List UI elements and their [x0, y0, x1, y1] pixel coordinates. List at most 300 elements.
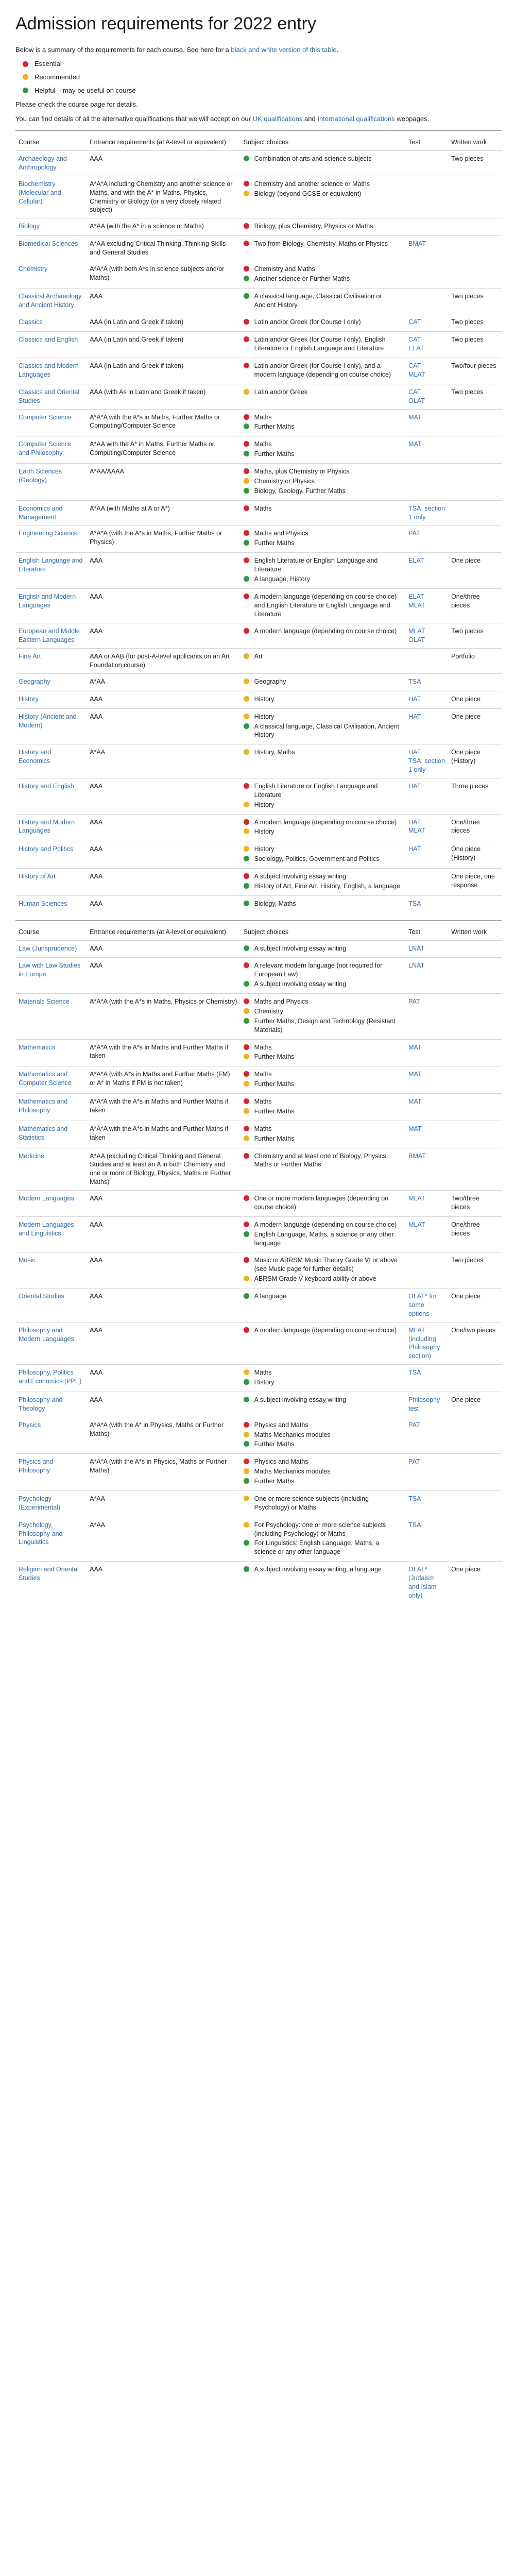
test-cell — [405, 869, 448, 896]
entrance-requirements-cell: AAA — [87, 1216, 240, 1252]
legend-item-helpful — [23, 86, 502, 95]
alt-text: and — [304, 114, 316, 123]
legend-label: Essential — [35, 60, 62, 68]
amber-dot-icon — [244, 478, 249, 484]
subject-text: English Literature or English Language and Literature — [254, 557, 378, 573]
subject-text: A modern language (depending on course choice) — [254, 818, 397, 826]
subject-text: Sociology, Politics, Government and Politics — [254, 855, 380, 863]
entrance-requirements-cell: AAA — [87, 841, 240, 869]
admissions-test-link[interactable]: Philosophy test — [408, 1396, 440, 1412]
written-work-cell — [448, 1490, 502, 1517]
written-work-cell — [448, 1517, 502, 1562]
subject-choice — [244, 422, 403, 431]
uk-qualifications-link[interactable]: UK qualifications — [252, 114, 303, 123]
course-link[interactable]: Physics and Philosophy — [19, 1458, 54, 1475]
subject-choices-cell — [241, 409, 406, 436]
course-link[interactable]: Fine Art — [19, 653, 41, 660]
written-work-cell — [448, 409, 502, 436]
course-link[interactable]: Computer Science — [19, 413, 72, 421]
subject-text: A modern language (depending on course choice) — [254, 1326, 397, 1334]
course-link[interactable]: History (Ancient and Modern) — [19, 713, 77, 729]
subject-choices-cell — [241, 1094, 406, 1121]
subject-choice — [244, 997, 403, 1006]
admissions-test-link[interactable]: OLAT* for some options — [408, 1293, 437, 1317]
course-link[interactable]: Classics and Oriental Studies — [19, 388, 80, 404]
course-link[interactable]: Psychology, Philosophy and Linguistics — [19, 1521, 63, 1546]
entrance-requirements-cell: AAA — [87, 814, 240, 841]
subject-choices-cell — [241, 1417, 406, 1454]
test-cell — [405, 464, 448, 501]
course-link[interactable]: Classics and Modern Languages — [19, 362, 79, 378]
admissions-test-link[interactable]: BMAT — [408, 1152, 426, 1160]
subject-choices-cell — [241, 588, 406, 623]
subject-text: Physics and Maths — [254, 1458, 308, 1466]
course-link[interactable]: Biomedical Sciences — [19, 240, 78, 248]
admissions-test-link[interactable]: TSA: section 1 only — [408, 504, 445, 521]
course-cell — [15, 673, 87, 691]
course-link[interactable]: European and Middle Eastern Languages — [19, 628, 80, 644]
test-cell — [405, 588, 448, 623]
admissions-test-link[interactable]: HAT — [408, 695, 421, 703]
subject-choice — [244, 1292, 403, 1301]
red-dot-icon — [244, 1422, 249, 1428]
course-link[interactable]: Psychology (Experimental) — [19, 1495, 61, 1511]
course-link[interactable]: Economics and Management — [19, 504, 63, 521]
legend-item-essential — [23, 59, 502, 69]
admissions-test-link[interactable]: ELAT — [408, 345, 424, 352]
course-cell — [15, 1454, 87, 1491]
subject-choices-cell — [241, 436, 406, 464]
course-cell — [15, 236, 87, 261]
course-cell — [15, 691, 87, 708]
course-link[interactable]: Chemistry — [19, 265, 48, 273]
red-dot-icon — [244, 441, 249, 447]
test-cell — [405, 1289, 448, 1323]
subject-choice — [244, 827, 403, 836]
table-row — [15, 814, 502, 841]
subject-choices-cell — [241, 236, 406, 261]
entrance-requirements-cell: A*A*A with the A*s in Maths and Further Maths if taken — [87, 1121, 240, 1148]
test-cell — [405, 261, 448, 288]
subject-choices-cell — [241, 332, 406, 358]
subject-choice — [244, 1396, 403, 1404]
admissions-test-link[interactable]: CAT — [408, 336, 421, 344]
admissions-test-link[interactable]: TSA — [408, 677, 421, 685]
admissions-test-link[interactable]: CAT — [408, 388, 421, 396]
green-dot-icon — [244, 945, 249, 951]
subject-text: Maths — [254, 1043, 272, 1051]
table-row — [15, 409, 502, 436]
course-link[interactable]: Law (Jurisprudence) — [19, 944, 77, 952]
admissions-test-link[interactable]: TSA — [408, 900, 421, 907]
course-link[interactable]: Philosophy, Politics and Economics (PPE) — [19, 1369, 82, 1385]
table-row — [15, 526, 502, 553]
course-cell — [15, 958, 87, 994]
written-work-cell — [448, 236, 502, 261]
written-work-cell: One piece — [448, 691, 502, 708]
course-cell — [15, 1289, 87, 1323]
subject-choice — [244, 722, 403, 740]
subject-choices-cell — [241, 500, 406, 526]
course-link[interactable]: Philosophy and Modern Languages — [19, 1326, 74, 1343]
subject-text: Further Maths — [254, 1478, 295, 1485]
course-cell — [15, 1392, 87, 1417]
admissions-test-link[interactable]: MAT — [408, 1098, 422, 1106]
red-dot-icon — [244, 530, 249, 536]
test-cell — [405, 1365, 448, 1392]
admissions-test-link[interactable]: MAT — [408, 413, 422, 421]
subject-text: A modern language (depending on course choice) — [254, 1221, 397, 1228]
column-header: Subject choices — [241, 131, 406, 151]
course-link[interactable]: Oriental Studies — [19, 1293, 64, 1300]
table-row — [15, 151, 502, 176]
alt-text: webpages. — [397, 114, 430, 123]
subject-choice — [244, 1230, 403, 1248]
amber-dot-icon — [244, 1081, 249, 1087]
table-row — [15, 500, 502, 526]
subject-text: Further Maths — [254, 1134, 295, 1142]
entrance-requirements-cell: A*A*A (with both A*s in science subjects and/or Maths) — [87, 261, 240, 288]
course-cell — [15, 288, 87, 314]
course-cell — [15, 553, 87, 589]
course-link[interactable]: English and Modern Languages — [19, 592, 76, 609]
course-link[interactable]: History — [19, 695, 39, 703]
written-work-cell: Two pieces — [448, 384, 502, 409]
subject-text: Biology, plus Chemistry, Physics or Maths — [254, 223, 373, 230]
subject-choices-cell — [241, 841, 406, 869]
subject-choice — [244, 1097, 403, 1106]
black-white-version-link[interactable]: black and white version of this table — [231, 45, 337, 54]
subject-choice — [244, 240, 403, 248]
course-link[interactable]: Classics and English — [19, 336, 78, 344]
subject-text: ABRSM Grade V keyboard ability or above — [254, 1275, 376, 1283]
intro-paragraph: Below is a summary of the requirements for each course. See here for a black and white version of this table. — [15, 45, 339, 54]
written-work-cell — [448, 994, 502, 1040]
subject-text: Maths Mechanics modules — [254, 1468, 331, 1476]
subject-text: Chemistry and Maths — [254, 265, 315, 273]
course-link[interactable]: Mathematics and Philosophy — [19, 1098, 68, 1114]
entrance-requirements-cell: A*A*A (with A*s in Maths and Further Maths (FM) or A* in Maths if FM is not taken) — [87, 1066, 240, 1094]
red-dot-icon — [244, 266, 249, 272]
subject-text: A relevant modern language (not required for European Law) — [254, 962, 383, 978]
table-row — [15, 1417, 502, 1454]
course-link[interactable]: Classical Archaeology and Ancient History — [19, 292, 82, 309]
admissions-test-link[interactable]: LNAT — [408, 944, 425, 952]
course-link[interactable]: Music — [19, 1257, 36, 1264]
course-cell — [15, 151, 87, 176]
subject-choice — [244, 1007, 403, 1016]
subject-choice — [244, 275, 403, 283]
subject-text: History, Maths — [254, 749, 295, 756]
green-dot-icon — [244, 1540, 249, 1546]
subject-choice — [244, 487, 403, 496]
admissions-test-link[interactable]: CAT — [408, 318, 421, 326]
table-row — [15, 1094, 502, 1121]
table-row — [15, 841, 502, 869]
green-dot-icon — [244, 1397, 249, 1402]
subject-choice — [244, 413, 403, 422]
admissions-test-link[interactable]: OLAT — [408, 397, 425, 404]
test-cell — [405, 673, 448, 691]
written-work-cell — [448, 500, 502, 526]
course-link[interactable]: English Language and Literature — [19, 557, 83, 573]
subject-text: Biology (beyond GCSE or equivalent) — [254, 190, 362, 197]
test-cell — [405, 1252, 448, 1289]
written-work-cell — [448, 1121, 502, 1148]
subject-choices-cell — [241, 1392, 406, 1417]
admissions-test-link[interactable]: TSA — [408, 1521, 421, 1529]
table-row — [15, 778, 502, 814]
course-link[interactable]: Geography — [19, 677, 50, 685]
subject-choice — [244, 539, 403, 548]
course-link[interactable]: Engineering Science — [19, 530, 78, 537]
green-dot-icon — [244, 576, 249, 582]
written-work-cell — [448, 1365, 502, 1392]
admissions-test-link[interactable]: MAT — [408, 1125, 422, 1132]
course-link[interactable]: Mathematics — [19, 1043, 55, 1051]
subject-choices-cell — [241, 1252, 406, 1289]
entrance-requirements-cell: A*A*A including Chemistry and another science or Maths, and with the A* in Maths, Physics, Chemistry or Biology (or a very closely related subject) — [87, 176, 240, 218]
admissions-test-link[interactable]: CAT — [408, 362, 421, 370]
admissions-test-link[interactable]: MLAT — [408, 370, 425, 378]
subject-choice — [244, 1043, 403, 1052]
subject-choices-cell — [241, 176, 406, 218]
course-cell — [15, 1252, 87, 1289]
admissions-test-link[interactable]: PAT — [408, 1421, 420, 1429]
course-link[interactable]: Earth Sciences (Geology) — [19, 468, 62, 484]
course-link[interactable]: Physics — [19, 1421, 41, 1429]
admissions-test-link[interactable]: PAT — [408, 998, 420, 1006]
admissions-test-link[interactable]: MAT — [408, 1071, 422, 1078]
subject-choices-cell — [241, 869, 406, 896]
admissions-test-link[interactable]: BMAT — [408, 240, 426, 248]
subject-choice — [244, 1017, 403, 1035]
admissions-test-link[interactable]: PAT — [408, 1458, 420, 1466]
subject-text: History — [254, 695, 274, 703]
written-work-cell: Two pieces — [448, 332, 502, 358]
table-row — [15, 1216, 502, 1252]
red-dot-icon — [244, 1222, 249, 1227]
course-link[interactable]: Mathematics and Statistics — [19, 1125, 68, 1141]
subject-choice — [244, 872, 403, 881]
admissions-test-link[interactable]: HAT — [408, 818, 421, 826]
written-work-cell: Two pieces — [448, 288, 502, 314]
course-cell — [15, 261, 87, 288]
admissions-test-link[interactable]: MLAT — [408, 1195, 425, 1202]
entrance-requirements-cell: AAA — [87, 1252, 240, 1289]
red-dot-icon — [244, 336, 249, 342]
written-work-cell: Two pieces — [448, 1252, 502, 1289]
course-link[interactable]: Computer Science and Philosophy — [19, 440, 72, 457]
table-row — [15, 649, 502, 674]
entrance-requirements-cell: A*AA/AAAA — [87, 464, 240, 501]
admissions-test-link[interactable]: OLAT* (Judaism and Islam only) — [408, 1566, 437, 1599]
course-cell — [15, 526, 87, 553]
course-cell — [15, 1517, 87, 1562]
admissions-test-link[interactable]: HAT — [408, 749, 421, 756]
alternative-qualifications-note — [15, 114, 502, 124]
subject-choices-cell — [241, 1322, 406, 1365]
course-link[interactable]: History of Art — [19, 873, 56, 880]
test-cell — [405, 218, 448, 236]
entrance-requirements-cell: AAA or AAB (for post-A-level applicants on an Art Foundation course) — [87, 649, 240, 674]
course-link[interactable]: Modern Languages and Linguistics — [19, 1221, 74, 1237]
subject-choice — [244, 1378, 403, 1387]
green-dot-icon — [244, 1293, 249, 1299]
subject-choice — [244, 1440, 403, 1449]
admissions-test-link[interactable]: TSA: section 1 only — [408, 757, 445, 774]
course-link[interactable]: Classics — [19, 318, 43, 326]
table-row — [15, 673, 502, 691]
table-row — [15, 691, 502, 708]
course-link[interactable]: Archaeology and Anthropology — [19, 155, 67, 171]
written-work-cell: One piece (History) — [448, 841, 502, 869]
international-qualifications-link[interactable]: International qualifications — [317, 114, 395, 123]
admissions-test-link[interactable]: TSA — [408, 1495, 421, 1502]
course-link[interactable]: History and English — [19, 782, 74, 790]
test-cell — [405, 841, 448, 869]
written-work-cell — [448, 1094, 502, 1121]
amber-dot-icon — [244, 1432, 249, 1437]
subject-text: History — [254, 845, 274, 853]
test-cell — [405, 151, 448, 176]
entrance-requirements-cell: AAA (in Latin and Greek if taken) — [87, 314, 240, 332]
course-cell — [15, 623, 87, 649]
course-link[interactable]: Materials Science — [19, 998, 70, 1006]
entrance-requirements-cell: AAA — [87, 1191, 240, 1217]
written-work-cell — [448, 940, 502, 958]
subject-text: Art — [254, 653, 263, 660]
subject-choice — [244, 677, 403, 686]
admissions-test-link[interactable]: MLAT — [408, 601, 425, 609]
red-dot-icon — [244, 1071, 249, 1077]
green-dot-icon — [244, 488, 249, 494]
course-cell — [15, 409, 87, 436]
course-cell — [15, 744, 87, 778]
subject-choice — [244, 292, 403, 310]
course-cell — [15, 436, 87, 464]
table-row — [15, 1490, 502, 1517]
written-work-cell: One piece (History) — [448, 744, 502, 778]
red-dot-icon — [244, 181, 249, 187]
course-cell — [15, 1490, 87, 1517]
subject-choice — [244, 222, 403, 231]
table-row — [15, 940, 502, 958]
column-header: Course — [15, 920, 87, 940]
course-cell — [15, 1121, 87, 1148]
subject-text: Maths Mechanics modules — [254, 1431, 331, 1438]
entrance-requirements-cell: A*AA — [87, 744, 240, 778]
course-cell — [15, 314, 87, 332]
admissions-test-link[interactable]: OLAT — [408, 636, 425, 644]
admissions-test-link[interactable]: PAT — [408, 530, 420, 537]
subject-text: Further Maths, Design and Technology (Resistant Materials) — [254, 1017, 396, 1033]
admissions-test-link[interactable]: ELAT — [408, 592, 424, 600]
green-dot-icon — [244, 856, 249, 861]
written-work-cell — [448, 176, 502, 218]
course-link[interactable]: Philosophy and Theology — [19, 1396, 63, 1412]
subject-choice — [244, 180, 403, 189]
admissions-test-link[interactable]: HAT — [408, 845, 421, 853]
course-link[interactable]: Law with Law Studies in Europe — [19, 962, 81, 978]
subject-choice — [244, 1477, 403, 1486]
subject-text: Maths and Physics — [254, 530, 308, 537]
subject-choice — [244, 265, 403, 274]
red-dot-icon — [244, 1327, 249, 1333]
test-cell — [405, 176, 448, 218]
admissions-test-link[interactable]: MLAT — [408, 827, 425, 835]
course-link[interactable]: Modern Languages — [19, 1195, 74, 1202]
green-dot-icon — [244, 1441, 249, 1447]
course-link[interactable]: Human Sciences — [19, 900, 67, 907]
check-course-note: Please check the course page for details. — [15, 100, 138, 109]
course-link[interactable]: Biology — [19, 223, 40, 230]
subject-choice — [244, 1134, 403, 1143]
amber-dot-icon — [244, 1496, 249, 1501]
subject-choice — [244, 556, 403, 574]
red-dot-icon — [244, 998, 249, 1004]
test-cell — [405, 436, 448, 464]
subject-choice — [244, 388, 403, 397]
written-work-cell — [448, 1417, 502, 1454]
green-dot-icon — [244, 1478, 249, 1484]
red-dot-icon — [244, 873, 249, 879]
table-row — [15, 1039, 502, 1066]
course-link[interactable]: Biochemistry (Molecular and Cellular) — [19, 180, 61, 205]
course-link[interactable]: History and Economics — [19, 749, 52, 765]
test-cell — [405, 1094, 448, 1121]
subject-text: Maths — [254, 413, 272, 421]
course-link[interactable]: Mathematics and Computer Science — [19, 1071, 72, 1087]
green-dot-icon — [244, 1231, 249, 1237]
legend-item-recommended — [23, 73, 502, 82]
admissions-test-link[interactable]: MAT — [408, 1043, 422, 1051]
table-row — [15, 1392, 502, 1417]
subject-choices-cell — [241, 1490, 406, 1517]
course-link[interactable]: History and Politics — [19, 845, 74, 853]
subject-choices-cell — [241, 814, 406, 841]
subject-choice — [244, 1194, 403, 1212]
course-link[interactable]: History and Modern Languages — [19, 818, 75, 835]
subject-choices-cell — [241, 314, 406, 332]
test-cell — [405, 1216, 448, 1252]
course-link[interactable]: Religion and Oriental Studies — [19, 1566, 79, 1582]
admissions-test-link[interactable]: HAT — [408, 713, 421, 720]
admissions-test-link[interactable]: MLAT — [408, 1221, 425, 1228]
subject-choice — [244, 801, 403, 809]
admissions-test-link[interactable]: ELAT — [408, 557, 424, 565]
subject-text: History — [254, 1379, 274, 1386]
subject-choice — [244, 1521, 403, 1538]
admissions-test-link[interactable]: MLAT (including Philosophy section) — [408, 1326, 440, 1360]
subject-text: One or more modern languages (depending on course choice) — [254, 1195, 389, 1211]
admissions-test-link[interactable]: MLAT — [408, 628, 425, 635]
written-work-cell — [448, 895, 502, 912]
course-cell — [15, 464, 87, 501]
written-work-cell: One/two pieces — [448, 1322, 502, 1365]
green-dot-icon — [244, 156, 249, 161]
subject-choices-cell — [241, 649, 406, 674]
red-dot-icon — [244, 962, 249, 968]
admissions-test-link[interactable]: MAT — [408, 440, 422, 448]
admissions-test-link[interactable]: LNAT — [408, 962, 425, 970]
entrance-requirements-cell: A*AA (with the A* in a science or Maths) — [87, 218, 240, 236]
subject-text: A classical language, Classical Civilisation or Ancient History — [254, 292, 382, 309]
table-row — [15, 358, 502, 384]
admissions-test-link[interactable]: HAT — [408, 782, 421, 790]
admissions-test-link[interactable]: TSA — [408, 1369, 421, 1377]
course-link[interactable]: Medicine — [19, 1152, 45, 1160]
